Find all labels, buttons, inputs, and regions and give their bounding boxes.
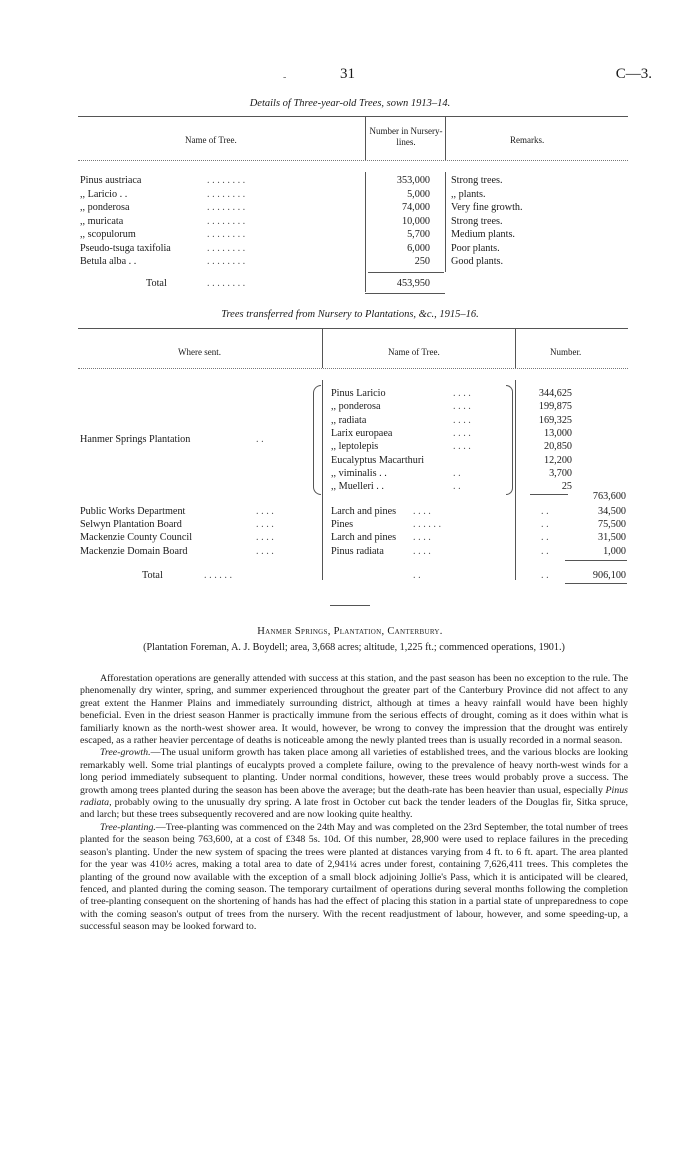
tree-name: ,, muricata: [80, 215, 124, 227]
leader-dots: . .: [541, 506, 549, 517]
leader-dots: . . . .: [256, 519, 274, 531]
tree-count: 3,700: [549, 467, 572, 479]
table1-header-name: Name of Tree.: [185, 135, 237, 145]
table2-total-label: Total: [142, 570, 163, 581]
tree-name: Larix europaea: [331, 427, 393, 439]
destination: Public Works Department: [80, 506, 186, 517]
table2-caption: Trees transferred from Nursery to Plantations, &c., 1915–16.: [221, 309, 479, 320]
paragraph-2-tail: probably owing to the unusually dry spring. A late frost in October cut back the tender leaders of the Douglas fir, Sitka spruce, and larch; but these trees subsequently recovered and are now looking quite healthy.: [80, 797, 628, 821]
leader-dots: . .: [541, 532, 549, 544]
leader-dots: . . . . . . . .: [207, 202, 246, 213]
section-separator: [330, 605, 370, 606]
remark: Medium plants.: [451, 229, 515, 240]
tree-count: 34,500: [597, 506, 626, 517]
page-reference: C—3.: [615, 66, 652, 82]
tree-count: 31,500: [597, 532, 626, 544]
tree-name: Eucalyptus Macarthuri: [331, 454, 425, 466]
section-title: Hanmer Springs, Plantation, Canterbury.: [257, 626, 443, 637]
table1-total-value: 453,950: [396, 278, 430, 289]
remark: Poor plants.: [451, 242, 500, 254]
leader-dots: . . . .: [453, 401, 471, 413]
tree-count: 75,500: [597, 519, 626, 531]
table2-total-sub-dots: . .: [541, 570, 549, 581]
leader-dots: . . . . . .: [413, 519, 442, 531]
tree-count: 344,625: [538, 388, 572, 399]
table2-col-divider-1: [322, 328, 323, 368]
leader-dots: . . . .: [256, 506, 274, 517]
hanmer-plantation-dots: . .: [256, 434, 264, 445]
table1-total-rule: [368, 272, 444, 273]
table1-total-dots: . . . . . . . .: [207, 278, 246, 289]
paragraph-2-body: —The usual uniform growth has taken place among all varieties of established trees, and the various blocks are looking remarkably well. Some trial plantings of eucalypts proved a complete failure, owing to the prevalence of heavy north-west winds for a long period immediately subsequent to planting. Under normal conditions, however, these trees would probably prove a success. The growth among trees planted during the season has been above the average; but the death-rate has been heavier than usual, especially: [80, 747, 628, 796]
paragraph-3: [80, 822, 628, 934]
hanmer-subtotal: 763,600: [592, 491, 626, 502]
leader-dots: . . . . . . . .: [207, 256, 246, 267]
page-number: 31: [340, 66, 355, 82]
table2-col-divider-body-2: [515, 380, 516, 580]
leader-dots: . .: [453, 481, 461, 493]
leader-dots: . . . . . . . .: [207, 188, 246, 200]
nursery-count: 5,000: [407, 188, 430, 200]
table2-header-number: Number.: [550, 347, 582, 357]
left-brace: [313, 385, 321, 495]
paragraph-1: Afforestation operations are generally attended with success at this station, and the past season has been no exception to the rule. The phenomenally dry winter, spring, and summer experienced throughout the greater part of the Canterbury Province did not affect to any great extent the Hanmer Plains and immediately surrounding district, although at times a heavy rainfall would have been highly beneficial. Even in the driest season Hanmer is practically immune from the serious effects of drought, coming as it does within what is familiarly known as the north-west shower area. It would, however, be wrong to convey the impression that the drought was entirely escaped, as a rather heavier percentage of deaths is noticeable among the newly planted trees than is usually recorded in a normal season.: [80, 673, 628, 747]
tree-count: 13,000: [543, 427, 572, 439]
tree-count: 12,200: [543, 454, 572, 466]
leader-dots: . . . .: [413, 506, 431, 517]
hanmer-plantation-label: Hanmer Springs Plantation: [80, 434, 191, 445]
nursery-count: 10,000: [401, 215, 430, 227]
paragraph-2: [80, 747, 628, 821]
tree-count: 20,850: [543, 441, 572, 453]
table2-header-rule: [78, 368, 628, 369]
tree-name: ,, viminalis . .: [331, 467, 387, 479]
paragraph-3-body: —Tree-planting was commenced on the 24th May and was completed on the 23rd September, the total number of trees planted for the season being 763,600, at a cost of £348 5s. 10d. Of this number, 28,900 were used to replace failures in the preceding season's planting. Under the new system of spacing the trees were planted at distances varying from 4 ft. to 6 ft. apart. The area planted for the year was 410½ acres, making a total area to date of 2,941¼ acres under forest, containing 7,626,411 trees. This completes the planting of the ground now available with the exception of a small block adjoining Jollie's Pass, which it is anticipated will be cleared, fenced, and planted during the coming season. The temporary curtailment of operations during several months following the completion of tree-planting consequent on the shortening of hands has had the effect of placing this station in a partial state of unpreparedness to cope with the coming season's output of trees from the nursery. With the recent readjustment of labour, however, and some speeding-up, a successful season may be looked forward to.: [80, 821, 628, 933]
tree-name: ,, ponderosa: [80, 202, 130, 213]
nursery-count: 6,000: [407, 242, 430, 254]
nursery-count: 74,000: [401, 202, 430, 213]
leader-dots: . . . .: [256, 545, 274, 557]
tree-count: 169,325: [538, 414, 572, 426]
nursery-count: 353,000: [396, 175, 430, 186]
tree-name: ,, scopulorum: [80, 229, 136, 240]
tree-name: Betula alba . .: [80, 256, 137, 267]
leader-dots: . . . . . . . .: [207, 175, 246, 186]
table2-total-rule: [565, 560, 627, 561]
tree-count: 1,000: [603, 545, 626, 557]
remark: Very fine growth.: [451, 202, 523, 213]
table2-total-dots: . . . . . .: [204, 570, 233, 581]
table2-col-divider-body-1: [322, 380, 323, 580]
leader-dots: . . . .: [453, 414, 471, 426]
table2-bottom-rule: [565, 583, 627, 584]
table1-caption: Details of Three-year-old Trees, sown 1913–14.: [249, 98, 451, 109]
leader-dots: . . . .: [453, 427, 471, 439]
remark: Strong trees.: [451, 175, 503, 186]
tree-count: 199,875: [538, 401, 572, 413]
tree-name: ,, Laricio . .: [80, 188, 128, 200]
leader-dots: . . . . . . . .: [207, 215, 246, 227]
destination: Mackenzie County Council: [80, 532, 193, 544]
leader-dots: . . . .: [256, 532, 274, 544]
tree-name: Larch and pines: [331, 532, 397, 544]
leader-dots: . .: [453, 467, 461, 479]
tree-name: Pinus Laricio: [331, 388, 386, 399]
destination: Mackenzie Domain Board: [80, 545, 188, 557]
tree-name: ,, ponderosa: [331, 401, 381, 413]
table2-total-mid-dots: . .: [413, 570, 421, 581]
nursery-count: 5,700: [407, 229, 430, 240]
table2-header-where: Where sent.: [178, 347, 221, 357]
leader-dots: . . . . . . . .: [207, 242, 246, 254]
leader-dots: . . . . . . . .: [207, 229, 246, 240]
nursery-count: 250: [414, 256, 430, 267]
tree-name: ,, Muelleri . .: [331, 481, 384, 493]
tree-name: Pseudo-tsuga taxifolia: [80, 242, 171, 254]
tree-planting-heading: Tree-planting.: [100, 821, 156, 833]
tree-name: Pines: [331, 519, 354, 531]
tree-name: Pinus radiata: [331, 545, 384, 557]
tree-growth-heading: Tree-growth.: [100, 747, 151, 759]
table1-col-divider-body-2: [445, 172, 446, 272]
table2-total-value: 906,100: [592, 570, 626, 581]
leader-dots: . .: [541, 545, 549, 557]
leader-dots: . . . .: [413, 545, 431, 557]
tree-name: ,, radiata: [331, 414, 367, 426]
remark: Strong trees.: [451, 215, 503, 227]
leader-dots: . .: [541, 519, 549, 531]
body-text: [80, 673, 628, 934]
right-brace: [506, 385, 513, 495]
table1-header-rule: [78, 160, 628, 161]
tree-count: 25: [561, 481, 572, 493]
remark: Good plants.: [451, 256, 504, 267]
leader-dots: . . . .: [453, 441, 471, 453]
table1-header-remarks: Remarks.: [510, 135, 545, 145]
tree-name: ,, leptolepis: [331, 441, 379, 453]
leader-dots: . . . .: [453, 388, 471, 399]
table1-col-divider-1: [365, 116, 366, 160]
section-subtitle: (Plantation Foreman, A. J. Boydell; area, 3,668 acres; altitude, 1,225 ft.; commenced operations, 1901.): [143, 642, 565, 653]
remark: ,, plants.: [451, 188, 486, 200]
destination: Selwyn Plantation Board: [80, 519, 182, 531]
tree-name: Pinus austriaca: [80, 175, 142, 186]
table1-col-divider-body-1: [365, 172, 366, 292]
table1-total-label: Total: [146, 278, 167, 289]
table1-col-divider-2: [445, 116, 446, 160]
tree-name: Larch and pines: [331, 506, 397, 517]
table1-bottom-rule: [365, 293, 445, 294]
table1-header-number: Number in Nursery-lines.: [369, 126, 443, 147]
table2-top-rule: [78, 328, 628, 329]
margin-mark: -: [283, 72, 287, 83]
hanmer-subtotal-rule: [530, 494, 568, 495]
table1-top-rule: [78, 116, 628, 117]
pinus-radiata-italic: Pinus radiata,: [80, 784, 628, 809]
leader-dots: . . . .: [413, 532, 431, 544]
table2-col-divider-2: [515, 328, 516, 368]
table2-header-name: Name of Tree.: [388, 347, 440, 357]
page-header: [0, 66, 700, 86]
